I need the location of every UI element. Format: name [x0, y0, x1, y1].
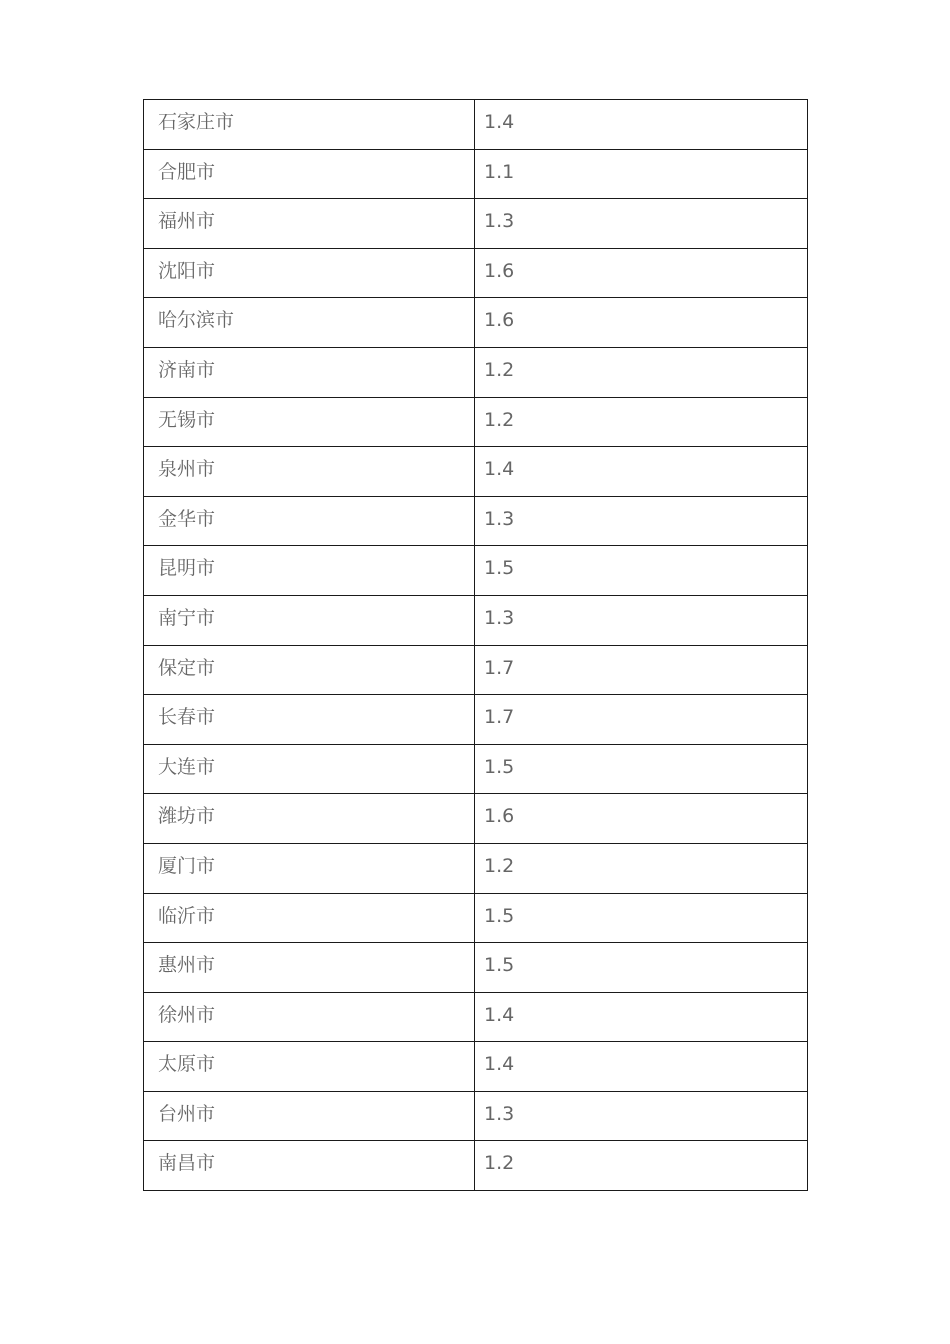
value-cell: 1.3	[475, 595, 808, 645]
table-row	[144, 248, 808, 298]
table-row	[144, 298, 808, 348]
table-row	[144, 199, 808, 249]
value-cell: 1.3	[475, 199, 808, 249]
table-row	[144, 893, 808, 943]
table-row	[144, 992, 808, 1042]
value-cell: 1.5	[475, 943, 808, 993]
city-cell: 临沂市	[144, 893, 475, 943]
city-cell: 无锡市	[144, 397, 475, 447]
table-row	[144, 100, 808, 150]
table-row	[144, 447, 808, 497]
value-cell: 1.4	[475, 447, 808, 497]
value-cell: 1.3	[475, 496, 808, 546]
table-row	[144, 1042, 808, 1092]
value-cell: 1.2	[475, 347, 808, 397]
city-cell: 太原市	[144, 1042, 475, 1092]
city-cell: 徐州市	[144, 992, 475, 1042]
value-cell: 1.2	[475, 843, 808, 893]
value-cell: 1.6	[475, 298, 808, 348]
city-cell: 石家庄市	[144, 100, 475, 150]
city-cell: 金华市	[144, 496, 475, 546]
city-cell: 南昌市	[144, 1141, 475, 1191]
table-row	[144, 1091, 808, 1141]
value-cell: 1.4	[475, 992, 808, 1042]
city-cell: 哈尔滨市	[144, 298, 475, 348]
value-cell: 1.5	[475, 546, 808, 596]
city-cell: 济南市	[144, 347, 475, 397]
table-row	[144, 843, 808, 893]
city-cell: 台州市	[144, 1091, 475, 1141]
city-cell: 福州市	[144, 199, 475, 249]
value-cell: 1.2	[475, 1141, 808, 1191]
city-cell: 南宁市	[144, 595, 475, 645]
table-body	[144, 100, 808, 1191]
city-cell: 大连市	[144, 744, 475, 794]
value-cell: 1.7	[475, 695, 808, 745]
value-cell: 1.2	[475, 397, 808, 447]
city-cell: 潍坊市	[144, 794, 475, 844]
table-row	[144, 595, 808, 645]
table-row	[144, 645, 808, 695]
city-cell: 泉州市	[144, 447, 475, 497]
value-cell: 1.4	[475, 100, 808, 150]
table-row	[144, 695, 808, 745]
table-row	[144, 794, 808, 844]
city-cell: 沈阳市	[144, 248, 475, 298]
table-row	[144, 1141, 808, 1191]
city-value-table	[143, 99, 808, 1191]
city-cell: 厦门市	[144, 843, 475, 893]
value-cell: 1.3	[475, 1091, 808, 1141]
city-cell: 合肥市	[144, 149, 475, 199]
value-cell: 1.5	[475, 744, 808, 794]
value-cell: 1.1	[475, 149, 808, 199]
value-cell: 1.4	[475, 1042, 808, 1092]
value-cell: 1.6	[475, 248, 808, 298]
table-row	[144, 546, 808, 596]
table-row	[144, 149, 808, 199]
table-row	[144, 744, 808, 794]
table-row	[144, 943, 808, 993]
city-cell: 长春市	[144, 695, 475, 745]
city-cell: 保定市	[144, 645, 475, 695]
table-row	[144, 496, 808, 546]
value-cell: 1.6	[475, 794, 808, 844]
table-row	[144, 397, 808, 447]
city-cell: 昆明市	[144, 546, 475, 596]
value-cell: 1.7	[475, 645, 808, 695]
table-row	[144, 347, 808, 397]
city-cell: 惠州市	[144, 943, 475, 993]
value-cell: 1.5	[475, 893, 808, 943]
